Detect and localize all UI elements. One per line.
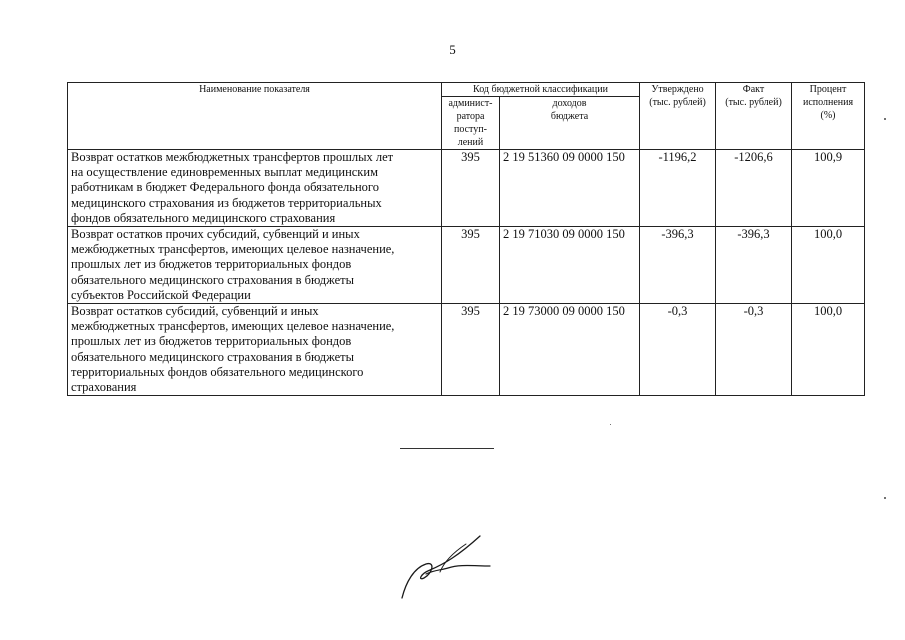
- header-admin-line: админист-: [448, 98, 493, 109]
- row-admin-code: 395: [442, 150, 500, 227]
- row-name-line: обязательного медицинского страхования в бюджеты: [71, 272, 354, 287]
- budget-table: [67, 82, 865, 396]
- row-percent: 100,9: [792, 150, 865, 227]
- header-fact-line: (тыс. рублей): [725, 97, 782, 108]
- row-name-line: территориальных фондов обязательного медицинского: [71, 364, 364, 379]
- row-admin-code: 395: [442, 304, 500, 396]
- scan-speck: [884, 497, 886, 499]
- header-approved: [640, 83, 716, 150]
- row-approved: -1196,2: [640, 150, 716, 227]
- row-income-code: 2 19 71030 09 0000 150: [500, 227, 640, 304]
- row-name-line: прошлых лет из бюджетов территориальных фондов: [71, 334, 352, 349]
- header-fact-line: Факт: [742, 84, 765, 95]
- row-name: [68, 150, 442, 227]
- row-percent: 100,0: [792, 304, 865, 396]
- row-name-line: межбюджетных трансфертов, имеющих целевое назначение,: [71, 319, 395, 334]
- header-name: Наименование показателя: [68, 83, 442, 150]
- row-name-line: на осуществление единовременных выплат медицинским: [71, 165, 378, 180]
- row-fact: -0,3: [716, 304, 792, 396]
- scan-speck: [884, 118, 886, 120]
- header-admin: [442, 97, 500, 150]
- header-approved-line: Утверждено: [651, 84, 704, 95]
- table-row: [68, 304, 865, 396]
- row-fact: -1206,6: [716, 150, 792, 227]
- row-name-line: Возврат остатков прочих субсидий, субвенций и иных: [71, 227, 360, 242]
- table-row: [68, 150, 865, 227]
- row-name-line: страхования: [71, 380, 137, 395]
- row-admin-code: 395: [442, 227, 500, 304]
- page-number: 5: [449, 42, 456, 57]
- row-name-line: обязательного медицинского страхования в бюджеты: [71, 349, 354, 364]
- row-name-line: межбюджетных трансфертов, имеющих целевое назначение,: [71, 242, 395, 257]
- row-name-line: медицинского страхования из бюджетов территориальных: [71, 195, 382, 210]
- header-percent: [792, 83, 865, 150]
- header-admin-line: ратора: [456, 111, 485, 122]
- row-name-line: Возврат остатков межбюджетных трансфертов прошлых лет: [71, 150, 394, 164]
- row-income-code: 2 19 73000 09 0000 150: [500, 304, 640, 396]
- handwritten-signature: [396, 530, 496, 600]
- row-name-line: субъектов Российской Федерации: [71, 287, 251, 302]
- row-name-line: работникам в бюджет Федерального фонда обязательного: [71, 180, 379, 195]
- table-header-row: [68, 83, 865, 97]
- header-approved-line: (тыс. рублей): [649, 97, 706, 108]
- row-approved: -0,3: [640, 304, 716, 396]
- row-approved: -396,3: [640, 227, 716, 304]
- row-percent: 100,0: [792, 227, 865, 304]
- row-income-code: 2 19 51360 09 0000 150: [500, 150, 640, 227]
- header-percent-line: Процент: [809, 84, 847, 95]
- header-income-line: бюджета: [550, 111, 589, 122]
- row-name: [68, 304, 442, 396]
- header-percent-line: исполнения: [802, 97, 854, 108]
- row-name-line: Возврат остатков субсидий, субвенций и иных: [71, 304, 319, 319]
- row-name: [68, 227, 442, 304]
- table-row: [68, 227, 865, 304]
- row-name-line: фондов обязательного медицинского страхования: [71, 210, 336, 225]
- row-name-line: прошлых лет из бюджетов территориальных фондов: [71, 257, 352, 272]
- header-code-group: Код бюджетной классификации: [442, 83, 640, 97]
- row-fact: -396,3: [716, 227, 792, 304]
- header-income-line: доходов: [552, 98, 587, 109]
- header-income: [500, 97, 640, 150]
- header-admin-line: поступ-: [454, 124, 487, 135]
- header-fact: [716, 83, 792, 150]
- footer-divider-line: [400, 448, 494, 449]
- scan-speck: [610, 424, 611, 425]
- header-percent-line: (%): [820, 110, 836, 121]
- header-admin-line: лений: [457, 137, 484, 148]
